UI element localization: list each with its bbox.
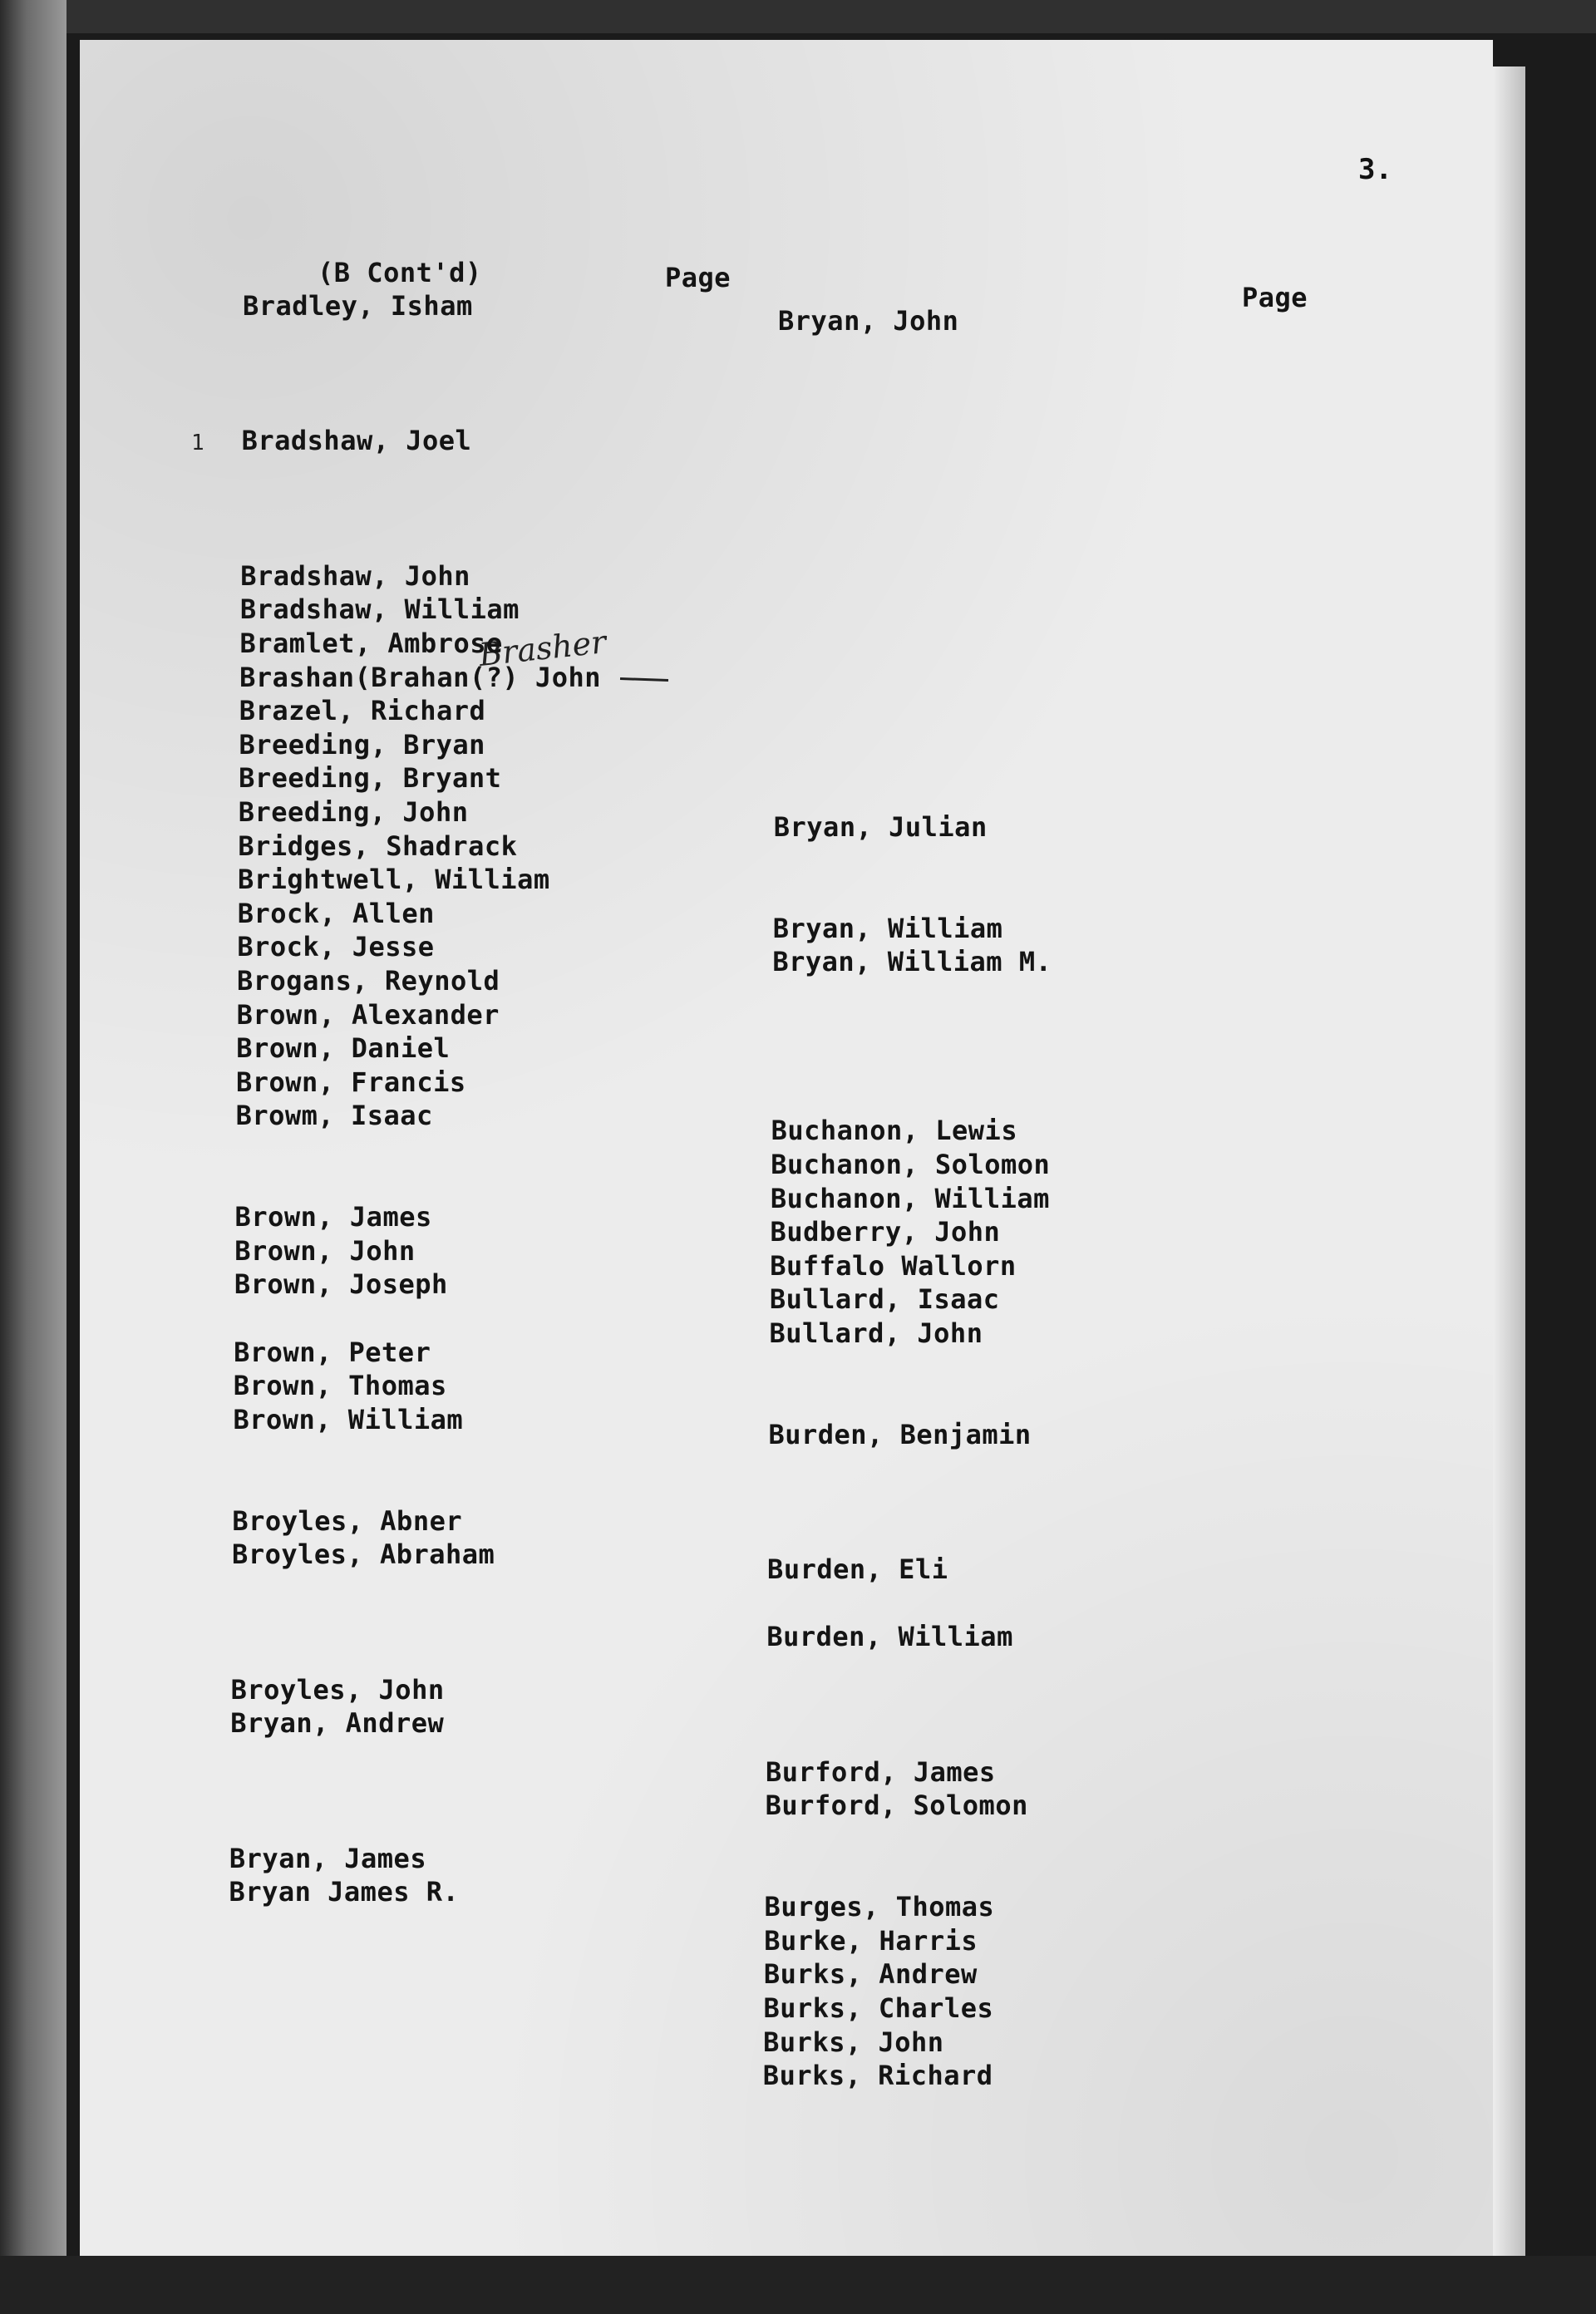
index-entry-name: Breeding, Bryan xyxy=(239,728,485,761)
margin-mark: 1 xyxy=(191,431,204,455)
index-entry-name: Brown, Alexander xyxy=(236,998,500,1031)
index-entry-name: Bradshaw, Joel xyxy=(241,425,472,457)
index-entry-name: Bryan, Julian xyxy=(773,811,988,843)
index-entry-name: Burks, Charles xyxy=(763,1992,994,2024)
right-page-column-label: Page xyxy=(1242,282,1308,313)
index-entry-name: Brazel, Richard xyxy=(239,695,486,727)
index-entry-name: Brightwell, William xyxy=(238,864,550,896)
index-entry-name: Broyles, John xyxy=(230,1673,445,1706)
left-page-column-label: Page xyxy=(665,262,732,293)
left-section-heading: (B Cont'd) xyxy=(318,257,482,288)
index-entry-name: Brown, John xyxy=(234,1234,416,1267)
index-entry-name: Burford, Solomon xyxy=(765,1790,1028,1822)
index-entry-name: Broyles, Abraham xyxy=(232,1539,495,1571)
index-entry-name: Breeding, John xyxy=(238,796,469,828)
index-entry-name: Burks, Andrew xyxy=(763,1958,978,1991)
index-entry-name: Budberry, John xyxy=(770,1216,1001,1248)
scan-bottom-edge xyxy=(0,2256,1596,2314)
index-entry-name: Burford, James xyxy=(765,1755,996,1788)
index-entry-name: Bradshaw, John xyxy=(240,559,470,592)
index-entry-name: Bryan, Andrew xyxy=(230,1707,445,1740)
index-entry-name: Breeding, Bryant xyxy=(239,762,502,795)
index-entry-name: Brown, Francis xyxy=(235,1066,466,1098)
index-entry-name: Brown, William xyxy=(233,1403,464,1435)
index-entry-name: Bullard, Isaac xyxy=(769,1283,1000,1316)
index-entry-name: Buchanon, William xyxy=(770,1182,1050,1214)
index-entry-name: Bramlet, Ambrose xyxy=(239,628,503,659)
index-entry-name: Brown, Joseph xyxy=(234,1268,448,1301)
index-entry-name: Brogans, Reynold xyxy=(237,965,500,997)
index-entry-name: Burden, William xyxy=(766,1621,1013,1653)
index-entry-name: Burks, Richard xyxy=(762,2060,993,2092)
index-entry-name: Broyles, Abner xyxy=(232,1504,463,1537)
index-entry-name: Burks, John xyxy=(763,2026,944,2058)
index-entry-name: Brown, Daniel xyxy=(236,1032,451,1065)
scan-left-edge xyxy=(0,0,66,2314)
index-entry-name: Bryan James R. xyxy=(229,1876,460,1908)
index-entry-name: Brown, Thomas xyxy=(233,1370,447,1402)
index-entry-name: Brown, Peter xyxy=(234,1336,431,1368)
index-entry-name: Bridges, Shadrack xyxy=(238,830,518,862)
handwritten-annotation: Brasher xyxy=(477,623,608,673)
index-entry-name: Burden, Eli xyxy=(767,1553,948,1586)
index-entry-name: Brashan(Brahan(?) John xyxy=(239,661,601,693)
index-entry-name: Burden, Benjamin xyxy=(768,1418,1032,1450)
index-entry-name: Buchanon, Solomon xyxy=(771,1149,1051,1180)
index-entry-name: Browm, Isaac xyxy=(235,1100,433,1132)
index-entry-name: Buchanon, Lewis xyxy=(771,1115,1018,1147)
index-entry-name: Brown, James xyxy=(234,1201,432,1233)
index-page xyxy=(80,40,1493,2267)
index-entry-name: Brock, Jesse xyxy=(237,931,435,963)
index-entry-name: Bryan, John xyxy=(778,305,959,337)
page-number: 3. xyxy=(1358,153,1392,186)
index-entry-name: Burges, Thomas xyxy=(764,1891,995,1923)
index-entry-name: Bryan, William M. xyxy=(772,946,1052,978)
index-entry-name: Bryan, James xyxy=(229,1842,427,1874)
index-entry-name: Burke, Harris xyxy=(764,1924,978,1957)
scan-top-edge xyxy=(0,0,1596,33)
index-entry-name: Bradshaw, William xyxy=(239,593,520,626)
index-entry-name: Brock, Allen xyxy=(237,897,435,929)
index-entry-name: Bullard, John xyxy=(769,1317,983,1349)
index-entry-name: Bryan, William xyxy=(772,912,1003,944)
index-entry-name: Bradley, Isham xyxy=(243,290,473,322)
index-entry-name: Buffalo Wallorn xyxy=(770,1249,1017,1282)
handwritten-arrow xyxy=(620,677,668,682)
